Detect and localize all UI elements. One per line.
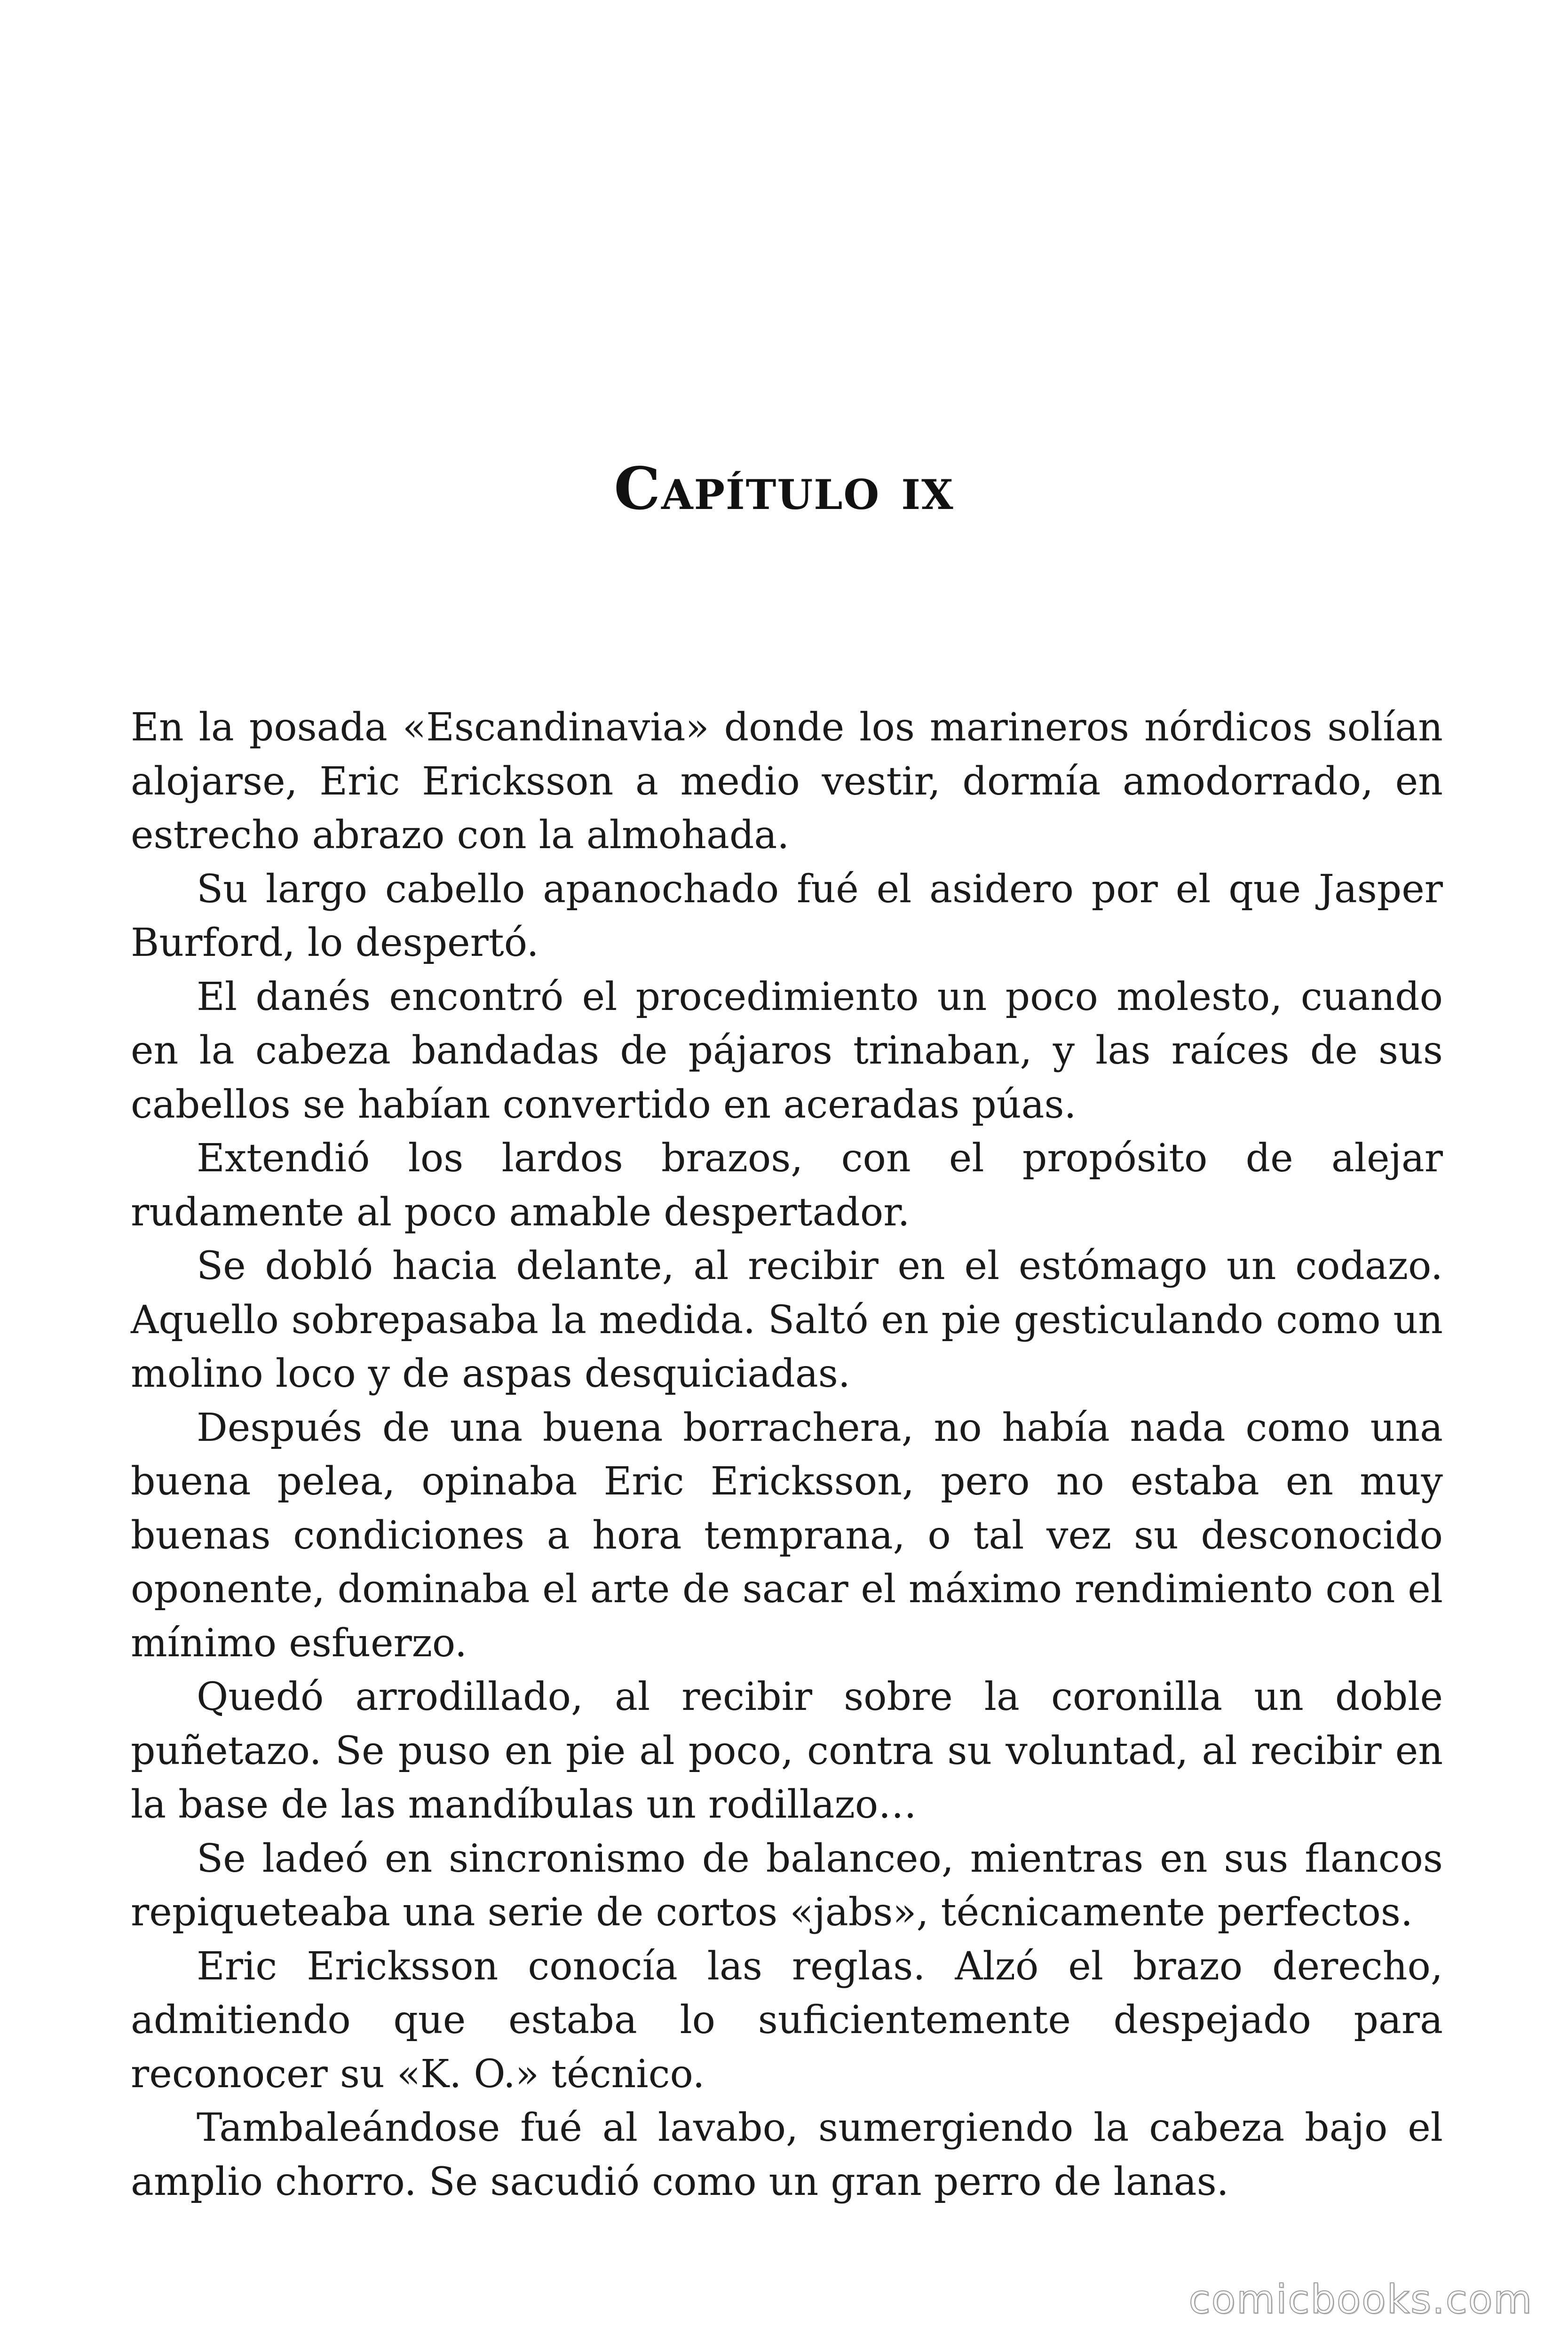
- chapter-title: Capítulo ix: [614, 455, 954, 523]
- chapter-body: [131, 701, 1443, 2209]
- paragraph: Se dobló hacia delante, al recibir en el estómago un codazo. Aquello sobrepasaba la medida. Saltó en pie gesticulando como un molino loco y de aspas desquiciadas.: [131, 1244, 1443, 1396]
- paragraph: En la posada «Escandinavia» donde los marineros nórdicos solían alojarse, Eric Ericksson a medio vestir, dormía amodorrado, en estrecho abrazo con la almohada.: [131, 705, 1443, 858]
- paragraph: Se ladeó en sincronismo de balanceo, mientras en sus flancos repiqueteaba una serie de cortos «jabs», técnicamente perfectos.: [131, 1836, 1443, 1935]
- paragraph: Después de una buena borrachera, no había nada como una buena pelea, opinaba Eric Ericksson, pero no estaba en muy buenas condiciones a hora temprana, o tal vez su desconocido oponente, dominaba el arte de sacar el máximo rendimiento con el mínimo esfuerzo.: [131, 1405, 1443, 1666]
- paragraph: Extendió los lardos brazos, con el propósito de alejar rudamente al poco amable despertador.: [131, 1136, 1443, 1235]
- watermark-text: comicbooks.com: [1188, 2276, 1533, 2322]
- paragraph: Tambaleándose fué al lavabo, sumergiendo la cabeza bajo el amplio chorro. Se sacudió como un gran perro de lanas.: [131, 2106, 1443, 2204]
- paragraph: Su largo cabello apanochado fué el asidero por el que Jasper Burford, lo despertó.: [131, 866, 1443, 965]
- paragraph: Quedó arrodillado, al recibir sobre la coronilla un doble puñetazo. Se puso en pie al poco, contra su voluntad, al recibir en la base de las mandíbulas un rodillazo…: [131, 1675, 1443, 1827]
- paragraph: El danés encontró el procedimiento un poco molesto, cuando en la cabeza bandadas de pájaros trinaban, y las raíces de sus cabellos se habían convertido en aceradas púas.: [131, 974, 1443, 1127]
- paragraph: Eric Ericksson conocía las reglas. Alzó el brazo derecho, admitiendo que estaba lo suficientemente despejado para reconocer su «K. O.» técnico.: [131, 1944, 1443, 2097]
